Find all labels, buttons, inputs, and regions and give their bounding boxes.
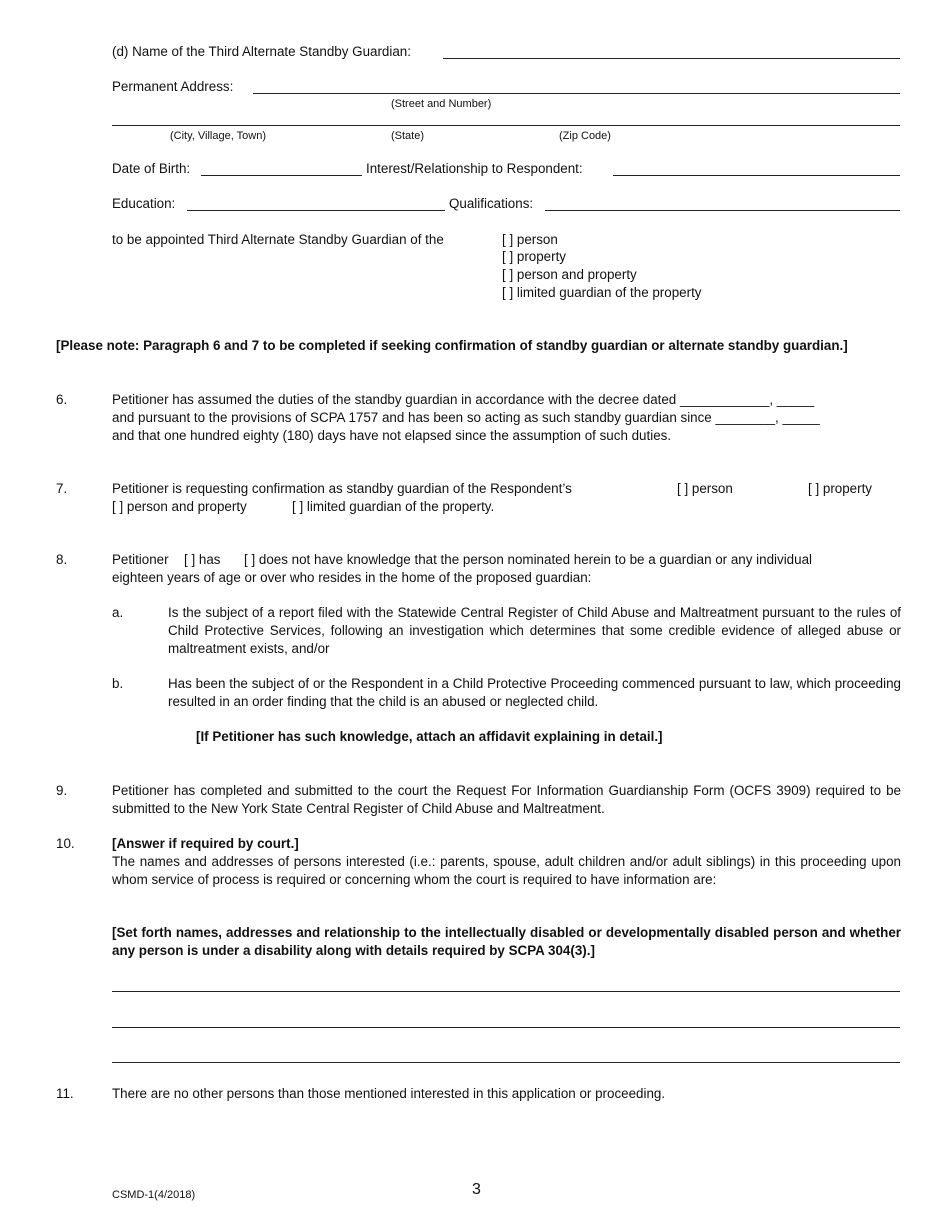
page-number: 3: [472, 1181, 481, 1198]
third-alt-name-field[interactable]: [443, 58, 900, 59]
interested-persons-line-3[interactable]: [112, 1062, 900, 1063]
option-person-checkbox[interactable]: [ ] person: [502, 232, 558, 247]
zip-caption: (Zip Code): [559, 130, 611, 142]
p8-a-label: a.: [112, 605, 124, 620]
p10-instruction: [Set forth names, addresses and relationship to the intellectually disabled or developmentally disabled person and whether any person is under a disability along with details required by SCPA 304(3).]: [112, 925, 901, 958]
p8-line2: eighteen years of age or over who resides in the home of the proposed guardian:: [112, 570, 592, 585]
qualifications-label: Qualifications:: [449, 196, 534, 211]
p8-has-checkbox[interactable]: [ ] has: [184, 552, 221, 567]
address-label: Permanent Address:: [112, 79, 234, 94]
interested-persons-line-1[interactable]: [112, 991, 900, 992]
p10-number: 10.: [56, 836, 75, 851]
p7-property-checkbox[interactable]: [ ] property: [808, 481, 873, 496]
city-caption: (City, Village, Town): [170, 130, 266, 142]
state-caption: (State): [391, 130, 425, 142]
p6-line2: and pursuant to the provisions of SCPA 1757 and has been so acting as such standby guardian since ________, _____: [112, 410, 820, 425]
p11-number: 11.: [56, 1086, 74, 1101]
education-label: Education:: [112, 196, 176, 211]
paragraph-note: [Please note: Paragraph 6 and 7 to be completed if seeking confirmation of standby guardian or alternate standby guardian.]: [56, 338, 848, 353]
relationship-field[interactable]: [613, 175, 900, 176]
city-state-zip-field[interactable]: [112, 125, 900, 126]
p6-line3: and that one hundred eighty (180) days have not elapsed since the assumption of such duties.: [112, 428, 672, 443]
p7-text: Petitioner is requesting confirmation as standby guardian of the Respondent’s: [112, 481, 572, 496]
p6-number: 6.: [56, 392, 68, 407]
p6-line1: Petitioner has assumed the duties of the standby guardian in accordance with the decree dated ____________, _____: [112, 392, 815, 407]
p7-limited-checkbox[interactable]: [ ] limited guardian of the property.: [292, 499, 495, 514]
dob-field[interactable]: [201, 175, 362, 176]
p8-text-a: Petitioner: [112, 552, 169, 567]
street-caption: (Street and Number): [391, 98, 492, 110]
p8-b-label: b.: [112, 676, 124, 691]
relationship-label: Interest/Relationship to Respondent:: [366, 161, 583, 176]
interested-persons-line-2[interactable]: [112, 1027, 900, 1028]
dob-label: Date of Birth:: [112, 161, 191, 176]
p7-person-checkbox[interactable]: [ ] person: [677, 481, 733, 496]
p11-text: There are no other persons than those mentioned interested in this application or proceeding.: [112, 1086, 666, 1101]
p9-text: Petitioner has completed and submitted to the court the Request For Information Guardianship Form (OCFS 3909) required to be submitted to the New York State Central Register of Child Abuse and Maltreatment.: [112, 783, 901, 816]
p7-person-property-checkbox[interactable]: [ ] person and property: [112, 499, 247, 514]
p10-heading: [Answer if required by court.]: [112, 836, 299, 851]
appoint-text: to be appointed Third Alternate Standby Guardian of the: [112, 232, 444, 247]
option-property-checkbox[interactable]: [ ] property: [502, 249, 567, 264]
p9-number: 9.: [56, 783, 68, 798]
option-limited-checkbox[interactable]: [ ] limited guardian of the property: [502, 285, 702, 300]
p8-does-not-checkbox[interactable]: [ ] does not have knowledge that the person nominated herein to be a guardian or any individual: [244, 552, 813, 567]
p8-a-text: Is the subject of a report filed with the Statewide Central Register of Child Abuse and Maltreatment pursuant to the rules of Child Protective Services, following an investigation which determines that some credible evidence of alleged abuse or maltreatment exists, and/or: [168, 605, 901, 656]
third-alt-name-label: (d) Name of the Third Alternate Standby Guardian:: [112, 44, 411, 59]
p10-text: The names and addresses of persons interested (i.e.: parents, spouse, adult children and/or adult siblings) in this proceeding upon whom service of process is required or concerning whom the court is required to have information are:: [112, 854, 901, 887]
option-person-property-checkbox[interactable]: [ ] person and property: [502, 267, 637, 282]
p8-b-text: Has been the subject of or the Respondent in a Child Protective Proceeding commenced pursuant to law, which proceeding resulted in an order finding that the child is an abused or neglected child.: [168, 676, 901, 709]
p8-number: 8.: [56, 552, 68, 567]
form-id: CSMD-1(4/2018): [112, 1189, 196, 1201]
education-field[interactable]: [187, 210, 445, 211]
p7-number: 7.: [56, 481, 68, 496]
p8-instruction: [If Petitioner has such knowledge, attach an affidavit explaining in detail.]: [196, 729, 663, 744]
qualifications-field[interactable]: [545, 210, 900, 211]
street-field[interactable]: [253, 93, 900, 94]
